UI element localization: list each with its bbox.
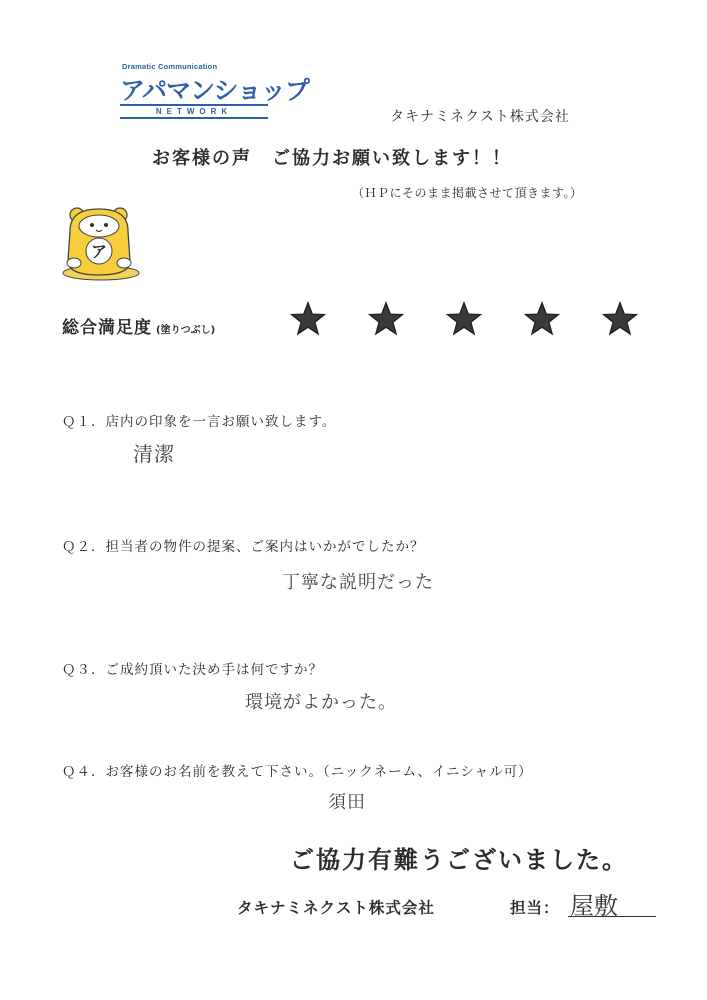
thank-you-message: ご協力有難うございました。 (290, 846, 628, 874)
satisfaction-title: 総合満足度 (62, 318, 152, 338)
rating-star-icon (448, 303, 480, 334)
answer-2: 丁寧な説明だった (282, 572, 434, 593)
page-title: お客様の声 ご協力お願い致します！！ (152, 148, 512, 169)
apaman-shop-logo (120, 62, 309, 120)
mascot-letter: ア (90, 242, 108, 261)
mascot-bear-icon (60, 205, 142, 281)
star-rating (288, 298, 648, 342)
answer-3: 環境がよかった。 (245, 692, 397, 713)
company-name-top: タキナミネクスト株式会社 (390, 109, 570, 125)
logo-network: NETWORK (120, 104, 268, 119)
staff-label: 担当： (510, 899, 560, 917)
answer-1: 清潔 (133, 442, 175, 466)
question-3: Ｑ３．ご成約頂いた決め手は何ですか？ (62, 662, 323, 678)
publication-note: （ＨＰにそのまま掲載させて頂きます。） (352, 186, 583, 200)
logo-brand: アパマンショップ (120, 76, 309, 105)
rating-star-icon (370, 303, 402, 334)
rating-star-icon (292, 303, 324, 334)
company-name-bottom: タキナミネクスト株式会社 (237, 899, 435, 917)
staff-underline (568, 916, 656, 917)
satisfaction-label (62, 313, 215, 338)
mascot-icon (60, 205, 142, 281)
rating-star-icon (604, 303, 636, 334)
question-4: Ｑ４．お客様のお名前を教えて下さい。（ニックネーム、イニシャル可） (62, 764, 533, 780)
rating-star-icon (526, 303, 558, 334)
question-2: Ｑ２．担当者の物件の提案、ご案内はいかがでしたか？ (62, 539, 425, 555)
satisfaction-instruction: (塗りつぶし) (156, 325, 216, 336)
logo-tagline: Dramatic Communication (122, 62, 218, 71)
question-1: Ｑ１．店内の印象を一言お願い致します。 (62, 414, 337, 430)
answer-4: 須田 (328, 792, 366, 813)
staff-name: 屋敷 (570, 892, 618, 920)
